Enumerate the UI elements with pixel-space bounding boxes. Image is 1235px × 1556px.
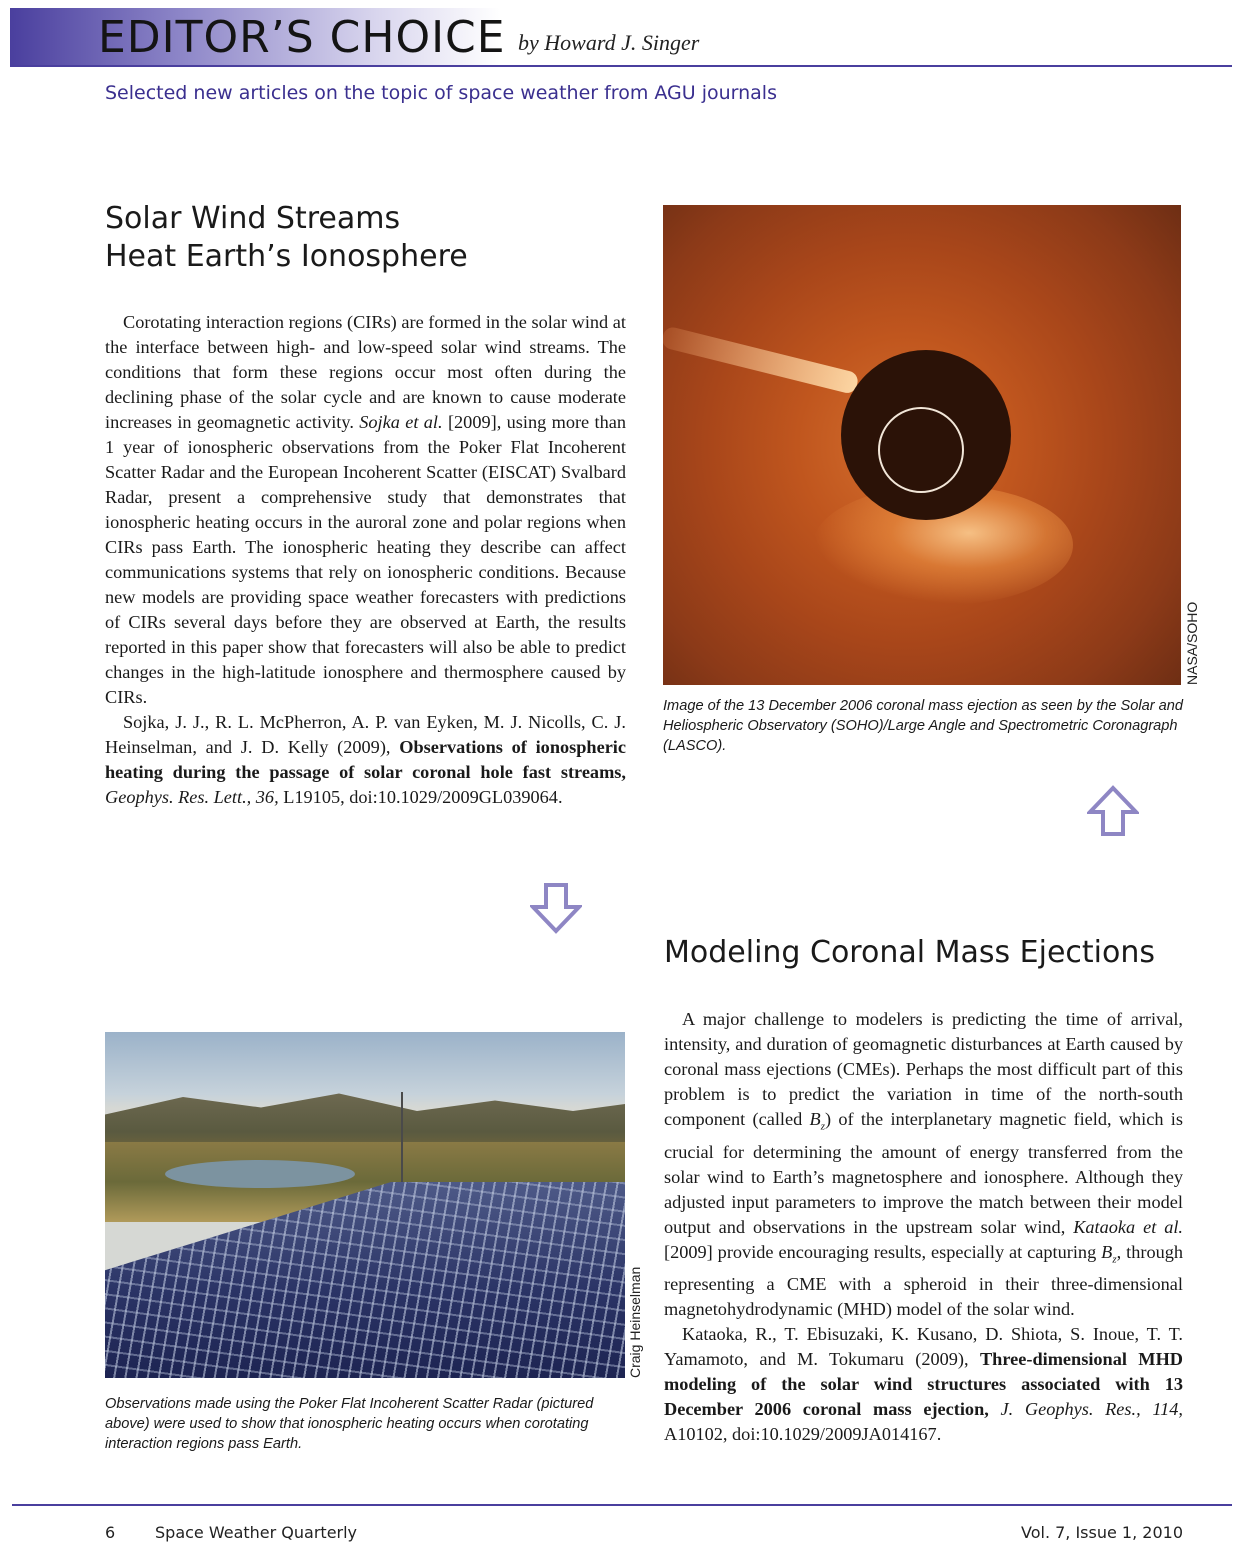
bz-symbol: B bbox=[1101, 1241, 1113, 1262]
bz-subscript: z bbox=[1112, 1253, 1117, 1266]
radar-photo-credit: Craig Heinselman bbox=[627, 1266, 643, 1378]
footer-divider bbox=[12, 1504, 1232, 1506]
sun-outline bbox=[878, 407, 964, 493]
article-2-ref-title: Three-dimensional MHD modeling of the solar wind structures associated with 13 December 2006 coronal mass ejection, bbox=[664, 1349, 1183, 1420]
article-2-paragraph bbox=[664, 1007, 1183, 1322]
publication-name: Space Weather Quarterly bbox=[155, 1523, 358, 1542]
article-2-title: Modeling Coronal Mass Ejections bbox=[664, 935, 1156, 970]
article-2-text-b: ) of the interplanetary magnetic field, which is crucial for determining the amount of energy transferred from the solar wind to Earth’s magnetosphere and ionosphere. Although they adjusted input parameters to improve the match between their model output and observations in the upstream solar wind, bbox=[664, 1109, 1183, 1237]
article-2-text-a: A major challenge to modelers is predicting the time of arrival, intensity, and duration of geomagnetic disturbances at Earth caused by coronal mass ejections (CMEs). Perhaps the most difficult part of this problem is to predict the variation in time of the north-south component (called bbox=[664, 1009, 1183, 1129]
section-title: EDITOR’S CHOICE bbox=[98, 12, 506, 63]
article-2-text-c: [2009] provide encouraging results, especially at capturing bbox=[664, 1241, 1102, 1262]
article-1-author-cite: Sojka et al. bbox=[359, 412, 443, 432]
article-2-ref-journal: J. Geophys. Res., 114, bbox=[988, 1399, 1183, 1420]
cme-photo-caption: Image of the 13 December 2006 coronal mass ejection as seen by the Solar and Heliospheric Observatory (SOHO)/Large Angle and Spectrometric Coronagraph (LASCO). bbox=[663, 698, 1184, 754]
article-1-reference bbox=[105, 710, 626, 810]
cme-photo bbox=[663, 205, 1181, 685]
article-1-ref-title: Observations of ionospheric heating during the passage of solar coronal hole fast streams, bbox=[105, 737, 626, 782]
article-1-title-line-2: Heat Earth’s Ionosphere bbox=[105, 239, 468, 274]
byline: by Howard J. Singer bbox=[518, 30, 700, 55]
article-1-text-b: [2009], using more than 1 year of ionospheric observations from the Poker Flat Incoherent Scatter Radar and the European Incoherent Scatter (EISCAT) Svalbard Radar, present a comprehensive study that demonstrates that ionospheric heating occurs in the auroral zone and polar regions when CIRs pass Earth. The ionospheric heating they describe can affect communications systems that rely on ionospheric conditions. Because new models are providing space weather forecasters with predictions of CIRs several days before they are observed at Earth, the results reported in this paper show that forecasters will also be able to predict changes in the high-latitude ionosphere and thermosphere caused by CIRs. bbox=[105, 412, 626, 707]
issue-info: Vol. 7, Issue 1, 2010 bbox=[1021, 1523, 1183, 1542]
article-2-text-d: , through representing a CME with a spheroid in their three-dimensional magnetohydrodynamic (MHD) model of the solar wind. bbox=[664, 1241, 1184, 1320]
article-1-ref-journal: Geophys. Res. Lett., 36, bbox=[105, 787, 279, 807]
cme-streamer bbox=[663, 325, 860, 395]
article-1-title-line-1: Solar Wind Streams bbox=[105, 201, 401, 236]
article-2-reference bbox=[664, 1322, 1183, 1447]
arrow-up-icon bbox=[1087, 785, 1139, 837]
article-1-ref-doi: L19105, doi:10.1029/2009GL039064. bbox=[278, 787, 563, 807]
cme-photo-credit: NASA/SOHO bbox=[1184, 601, 1200, 685]
article-2-ref-doi: A10102, doi:10.1029/2009JA014167. bbox=[664, 1424, 942, 1445]
section-subtitle: Selected new articles on the topic of space weather from AGU journals bbox=[105, 82, 777, 104]
radar-photo bbox=[105, 1032, 625, 1378]
header-divider bbox=[10, 65, 1232, 67]
article-1-body bbox=[105, 310, 626, 810]
article-1-heading bbox=[105, 200, 625, 276]
radar-photo-caption: Observations made using the Poker Flat Incoherent Scatter Radar (pictured above) were used to show that ionospheric heating occurs when corotating interaction regions pass Earth. bbox=[105, 1396, 594, 1452]
radar-photo-lake bbox=[165, 1160, 355, 1188]
page-number: 6 bbox=[105, 1523, 116, 1542]
article-2-author-cite: Kataoka et al. bbox=[1073, 1216, 1183, 1237]
article-1-text-a: Corotating interaction regions (CIRs) are formed in the solar wind at the interface between high- and low-speed solar wind streams. The conditions that form these regions occur most often during the declining phase of the solar cycle and are known to cause moderate increases in geomagnetic activity. bbox=[105, 312, 626, 432]
arrow-down-icon bbox=[530, 882, 582, 934]
article-1-ref-authors: Sojka, J. J., R. L. McPherron, A. P. van Eyken, M. J. Nicolls, C. J. Heinselman, and J. D. Kelly (2009), bbox=[105, 712, 626, 757]
article-2-body bbox=[664, 1007, 1183, 1447]
article-1-paragraph bbox=[105, 310, 626, 710]
bz-subscript: z bbox=[820, 1120, 825, 1133]
bz-symbol: B bbox=[809, 1109, 821, 1129]
article-2-ref-authors: Kataoka, R., T. Ebisuzaki, K. Kusano, D. Shiota, S. Inoue, T. T. Yamamoto, and M. Tokumaru (2009), bbox=[664, 1324, 1183, 1370]
